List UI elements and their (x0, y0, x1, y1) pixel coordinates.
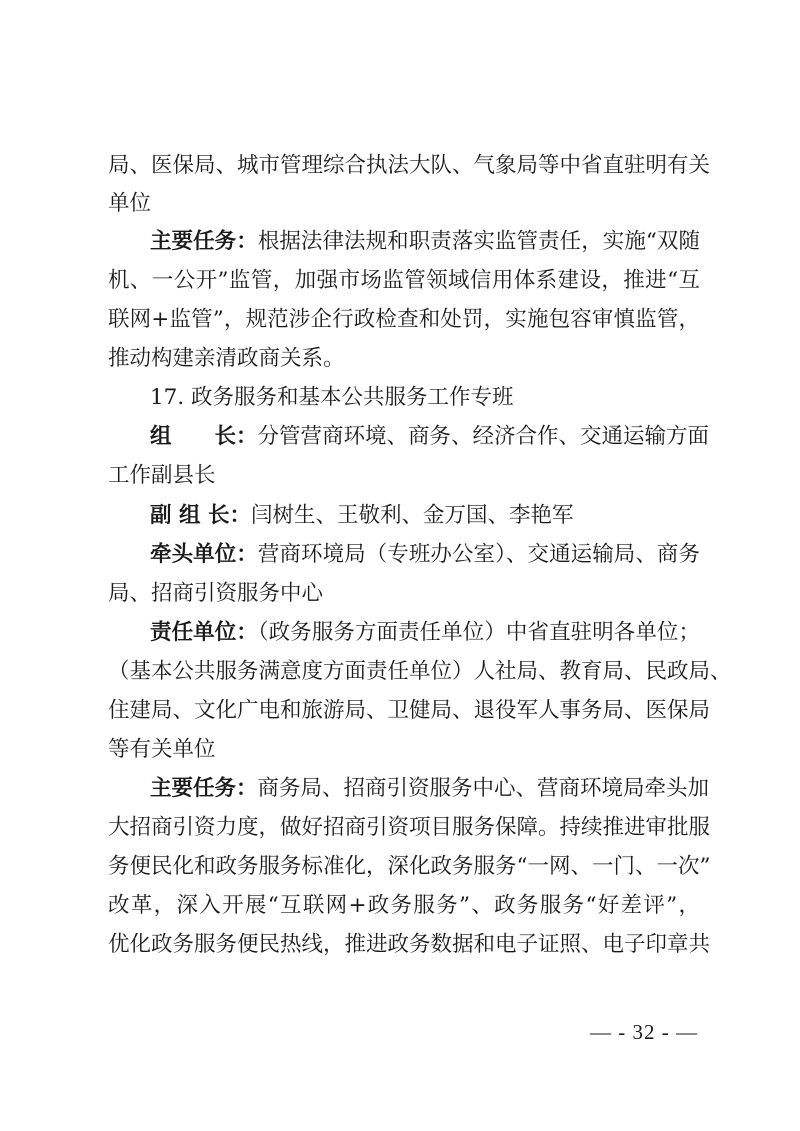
section-label: 副 组 长： (150, 503, 251, 528)
text-line (150, 533, 700, 577)
text-line: 联网+监管”，规范涉企行政检查和处罚，实施包容审慎监管， (108, 307, 700, 332)
text-line: 优化政务服务便民热线，推进政务数据和电子证照、电子印章共 (108, 932, 711, 957)
text-line (150, 220, 700, 264)
section-label: 主要任务： (150, 229, 258, 254)
text-line (150, 415, 710, 459)
text-line: 局、医保局、城市管理综合执法大队、气象局等中省直驻明有关 (108, 153, 711, 178)
page-number: — - 32 - — (590, 1020, 698, 1044)
section-label: 组 长： (150, 424, 258, 449)
section-text: 闫树生、王敬利、金万国、李艳军 (250, 503, 574, 528)
section-heading: 17. 政务服务和基本公共服务工作专班 (150, 385, 514, 410)
text-line: 推动构建亲清政商关系。 (108, 346, 345, 371)
section-label: 责任单位： (150, 620, 258, 645)
text-line: 大招商引资力度，做好招商引资项目服务保障。持续推进审批服 (108, 815, 711, 840)
text-line (150, 767, 710, 811)
text-line: 工作副县长 (108, 463, 216, 488)
section-text: 商务局、招商引资服务中心、营商环境局牵头加 (257, 776, 710, 801)
text-line: 等有关单位 (108, 737, 216, 762)
text-line: 单位 (108, 191, 152, 216)
text-line: 务便民化和政务服务标准化，深化政务服务“一网、一门、一次” (108, 854, 711, 879)
text-line (150, 494, 700, 538)
section-text: 根据法律法规和职责落实监管责任，实施“双随 (257, 229, 700, 254)
text-line: 改革，深入开展“互联网+政务服务”、政务服务“好差评”， (108, 893, 700, 918)
section-label: 主要任务： (150, 776, 258, 801)
text-line: 局、招商引资服务中心 (108, 581, 324, 606)
text-line: （基本公共服务满意度方面责任单位）人社局、教育局、民政局、 (108, 659, 732, 684)
section-text: 分管营商环境、商务、经济合作、交通运输方面 (257, 424, 710, 449)
section-label: 牵头单位： (150, 542, 258, 567)
section-text: （政务服务方面责任单位）中省直驻明各单位； (257, 620, 700, 645)
text-line: 住建局、文化广电和旅游局、卫健局、退役军人事务局、医保局 (108, 698, 711, 723)
text-line (150, 611, 700, 655)
section-text: 营商环境局（专班办公室）、交通运输局、商务 (257, 542, 700, 567)
text-line: 机、一公开”监管，加强市场监管领域信用体系建设，推进“互 (108, 268, 700, 293)
